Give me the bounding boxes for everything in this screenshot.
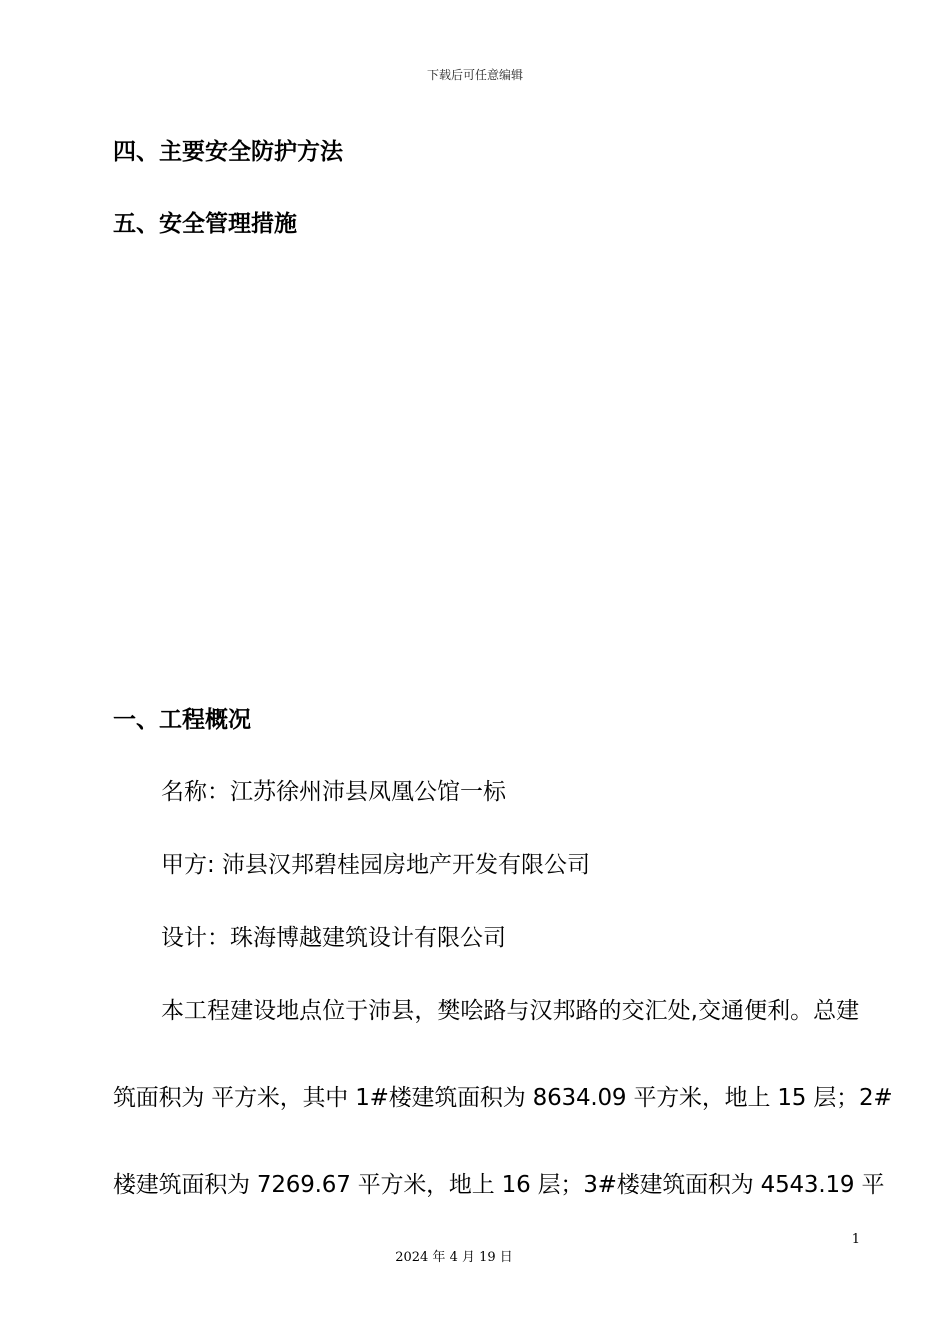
section-heading-project-overview: 一、工程概况 bbox=[113, 707, 251, 733]
body-paragraph-line-1: 本工程建设地点位于沛县，樊哙路与汉邦路的交汇处,交通便利。总建 bbox=[161, 998, 859, 1024]
project-owner-line: 甲方: 沛县汉邦碧桂园房地产开发有限公司 bbox=[161, 852, 591, 878]
toc-heading-safety-management: 五、安全管理措施 bbox=[113, 211, 297, 237]
body-paragraph-line-3: 楼建筑面积为 7269.67 平方米，地上 16 层；3#楼建筑面积为 4543.19 平 bbox=[113, 1172, 885, 1198]
page-number: 1 bbox=[851, 1232, 860, 1247]
footer-date: 2024 年 4 月 19 日 bbox=[395, 1250, 513, 1265]
body-paragraph-line-2: 筑面积为 平方米，其中 1#楼建筑面积为 8634.09 平方米，地上 15 层；2# bbox=[113, 1085, 893, 1111]
page-header-note: 下载后可任意编辑 bbox=[426, 68, 523, 82]
toc-heading-safety-protection: 四、主要安全防护方法 bbox=[113, 139, 343, 165]
project-name-line: 名称：江苏徐州沛县凤凰公馆一标 bbox=[161, 779, 506, 805]
project-designer-line: 设计：珠海博越建筑设计有限公司 bbox=[161, 925, 506, 951]
